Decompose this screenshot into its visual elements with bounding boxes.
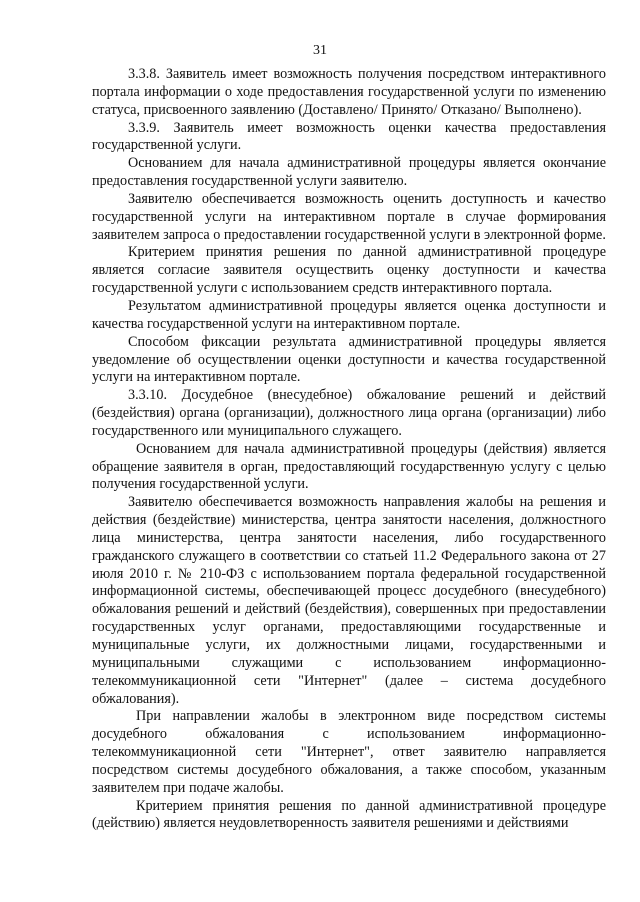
document-body [92, 66, 606, 833]
paragraph-3-3-9: 3.3.9. Заявитель имеет возможность оценки качества предоставления государственной услуги. [92, 119, 606, 154]
paragraph-result: Результатом административной процедуры является оценка доступности и качества государственной услуги на интерактивном портале. [92, 297, 606, 332]
paragraph-appeal-basis: Основанием для начала административной процедуры (действия) является обращение заявителя в орган, предоставляющий государственную услугу с целью получения государственной услуги. [92, 440, 606, 493]
paragraph-3-3-8: 3.3.8. Заявитель имеет возможность получения посредством интерактивного портала информации о ходе предоставления государственной услуги по изменению статуса, присвоенного заявлению (Доставлено/ Принято/ Отказано/ Выполнено). [92, 66, 606, 118]
paragraph-fixation: Способом фиксации результата административной процедуры является уведомление об осуществлении оценки доступности и качества государственной услуги на интерактивном портале. [92, 333, 606, 386]
paragraph-electronic-complaint: При направлении жалобы в электронном виде посредством системы досудебного обжалования с использованием информационно-телекоммуникационной сети "Интернет", ответ заявителю направляется посредством системы досудебного обжалования, а также способом, указанным заявителем при подаче жалобы. [92, 708, 606, 796]
paragraph-3-3-10: 3.3.10. Досудебное (внесудебное) обжалование решений и действий (бездействия) органа (организации), должностного лица органа (организации) либо государственного или муниципального служащего. [92, 387, 606, 439]
paragraph-basis: Основанием для начала административной процедуры является окончание предоставления государственной услуги заявителю. [92, 155, 606, 190]
paragraph-complaint: Заявителю обеспечивается возможность направления жалобы на решения и действия (бездействие) министерства, центра занятости населения, должностного лица министерства, центра занятости населения, либо государственного гражданского служащего в соответствии со статьей 11.2 Федерального закона от 27 июля 2010 г. № 210-ФЗ с использованием портала федеральной государственной информационной системы, обеспечивающей процесс досудебного (внесудебного) обжалования решений и действий (бездействия), совершенных при предоставлении государственных услуг органами, предоставляющими государственные и муниципальные услуги, их должностными лицами, государственными и муниципальными служащими с использованием информационно-телекоммуникационной сети "Интернет" (далее – система досудебного обжалования). [92, 494, 606, 707]
paragraph-criterion: Критерием принятия решения по данной административной процедуре является согласие заявителя осуществить оценку доступности и качества государственной услуги с использованием средств интерактивного портала. [92, 244, 606, 297]
paragraph-appeal-criterion: Критерием принятия решения по данной административной процедуре (действию) является неудовлетворенность заявителя решениями и действиями [92, 797, 606, 832]
paragraph-opportunity: Заявителю обеспечивается возможность оценить доступность и качество государственной услуги на интерактивном портале в случае формирования заявителем запроса о предоставлении государственной услуги в электронной форме. [92, 190, 606, 243]
page-number: 31 [313, 43, 327, 58]
